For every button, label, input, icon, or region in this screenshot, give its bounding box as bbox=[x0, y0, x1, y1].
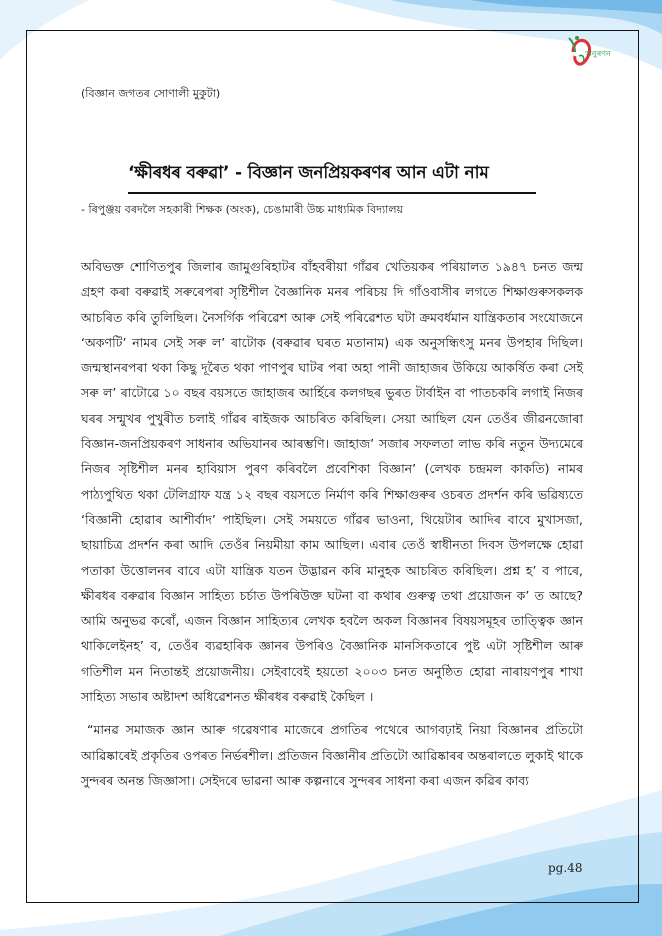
author-line: - ৰিপুঞ্জয় বৰদলৈ সহকাৰী শিক্ষক (অংক), চেঙামাৰী উচ্চ মাধ্যমিক বিদ্যালয় bbox=[81, 203, 404, 216]
logo-text: অনুৰণন bbox=[585, 49, 611, 58]
body-paragraph-1: অবিভক্ত শোণিতপুৰ জিলাৰ জামুগুৰিহাটৰ বাঁহবৰীয়া গাঁৱৰ খেতিয়কৰ পৰিয়ালত ১৯৪৭ চনত জন্ম গ্ৰহণ কৰা বৰুৱাই সৰুৰেপৰা সৃষ্টিশীল বৈজ্ঞানিক মনৰ পৰিচয় দি গাঁওবাসীৰ লগতে শিক্ষাগুৰুসকলক আচৰিত কৰি তুলিছিল। নৈসৰ্গিক পৰিৱেশ আৰু সেই পৰিৱেশত ঘটা ক্ৰমবৰ্ধমান যান্ত্ৰিকতাৰ সংযোজনে ‘অকণটি’ নামৰ সেই সৰু ল’ ৰাটোক (বৰুৱাৰ ঘৰত মতানাম) এক অনুসন্ধিৎসু মনৰ উপহাৰ দিছিল। জন্মস্থানৰপৰা থকা কিছু দূৰৈত থকা পাণপুৰ ঘাটৰ পৰা অহা পানী জাহাজৰ উকিয়ে আকৰ্ষিত কৰা সেই সৰু ল’ ৰাটোৱে ১০ বছৰ বয়সতে জাহাজৰ আৰ্হিৰে কলগছৰ ভুৰত টাৰ্বাইন বা পাতচকৰি লগাই নিজৰ ঘৰৰ সন্মুখৰ পুখুৰীত চলাই গাঁৱৰ ৰাইজক আচৰিত কৰিছিল। সেয়া আছিল যেন তেওঁৰ জীৱনজোৰা বিজ্ঞান-জনপ্ৰিয়কৰণ সাধনাৰ অভিযানৰ আৰম্ভণি। জাহাজ’ সজাৰ সফলতা লাভ কৰি নতুন উদ্যমেৰে নিজৰ সৃষ্টিশীল মনৰ হাবিয়াস পুৰণ কৰিবলৈ প্ৰবেশিকা বিজ্ঞান’ (লেখক চন্দ্ৰমল কাকতি) নামৰ পাঠ্যপুথিত থকা টেলিগ্ৰাফ যন্ত্ৰ ১২ বছৰ বয়সতে নিৰ্মাণ কৰি শিক্ষাগুৰুৰ ওচৰত প্ৰদৰ্শন কৰি ভৱিষ্যতে ‘বিজ্ঞানী হোৱাৰ আশীৰ্বাদ’ পাইছিল। সেই সময়তে গাঁৱৰ ভাওনা, থিয়েটাৰ আদিৰ বাবে মুখাসজা, ছায়াচিত্ৰ প্ৰদৰ্শন কৰা আদি তেওঁৰ নিয়মীয়া কাম আছিল। এবাৰ তেওঁ স্বাধীনতা দিবস উপলক্ষে হোৱা পতাকা উত্তোলনৰ বাবে এটা যান্ত্ৰিক যতন উদ্ভাৱন কৰি মানুহক আচৰিত কৰিছিল। প্ৰশ্ন হ’ ব পাৰে, ক্ষীৰধৰ বৰুৱাৰ বিজ্ঞান সাহিত্য চৰ্চাত উপৰিউক্ত ঘটনা বা কথাৰ গুৰুত্ব তথা প্ৰয়োজন ক’ ত আছে? আমি অনুভৱ কৰোঁ, এজন বিজ্ঞান সাহিত্যৰ লেখক হবলৈ অকল বিজ্ঞানৰ বিষয়সমূহৰ তাত্ত্বিক জ্ঞান থাকিলেইনহ’ ব, তেওঁৰ ব্যৱহাৰিক জ্ঞানৰ উপৰিও বৈজ্ঞানিক মানসিকতাৰে পুষ্ট এটা সৃষ্টিশীল আৰু গতিশীল মন নিতান্তই প্ৰয়োজনীয়। সেইবাবেই হয়তো ২০০৩ চনত অনুষ্ঠিত হোৱা নাৰায়ণপুৰ শাখা সাহিত্য সভাৰ অষ্টাদশ অধিৱেশনত ক্ষীৰধৰ বৰুৱাই কৈছিল । bbox=[81, 259, 583, 705]
page-number: pg.48 bbox=[548, 861, 583, 875]
body-paragraph-2: “মানৱ সমাজক জ্ঞান আৰু গৱেষণাৰ মাজেৰে প্ৰগতিৰ পথেৰে আগবঢ়াই নিয়া বিজ্ঞানৰ প্ৰতিটো আৱিষ্কাৰেই প্ৰকৃতিৰ ওপৰত নিৰ্ভৰশীল। প্ৰতিজন বিজ্ঞানীৰ প্ৰতিটো আৱিষ্কাৰৰ অন্তৰালতে লুকাই থাকে সুন্দৰৰ অনন্ত জিজ্ঞাসা। সেইদৰে ভাৱনা আৰু কল্পনাৰে সুন্দৰৰ সাধনা কৰা এজন কৱিৰ কাব্য bbox=[81, 722, 583, 788]
magazine-logo bbox=[563, 32, 621, 74]
article-body bbox=[81, 254, 583, 801]
section-tag: (বিজ্ঞান জগতৰ সোণালী মুকুটা) bbox=[81, 87, 221, 100]
article-title: ‘ক্ষীৰধৰ বৰুৱা’ - বিজ্ঞান জনপ্ৰিয়কৰণৰ আন এটা নাম bbox=[128, 160, 536, 194]
